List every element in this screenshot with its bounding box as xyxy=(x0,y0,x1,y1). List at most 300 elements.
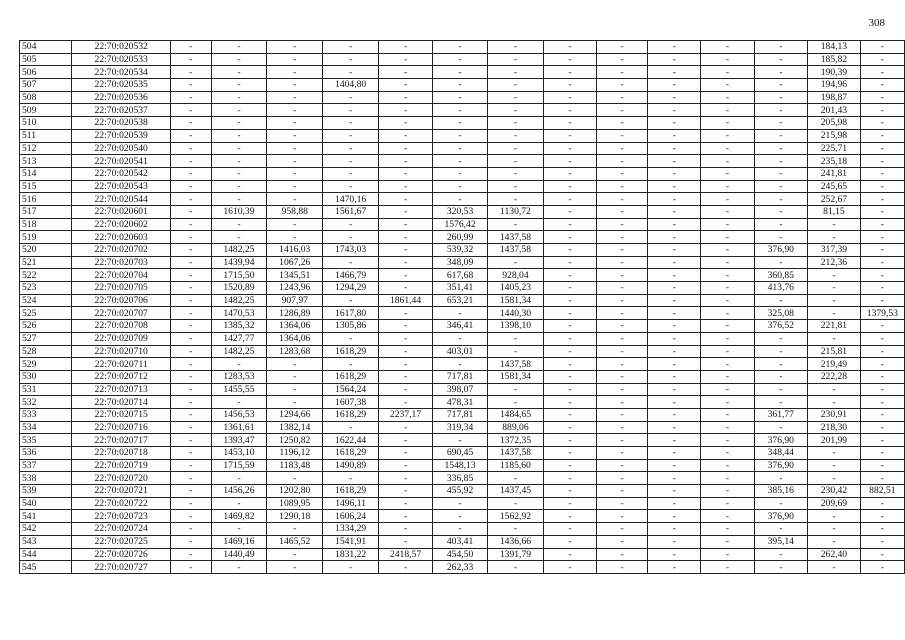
value-cell: - xyxy=(648,231,701,244)
value-cell: 1469,82 xyxy=(211,510,267,523)
table-row xyxy=(20,370,905,383)
value-cell: 1861,44 xyxy=(379,294,433,307)
value-cell: 222,28 xyxy=(808,370,861,383)
value-cell: 1482,25 xyxy=(211,345,267,358)
row-number-cell: 511 xyxy=(20,129,72,142)
row-number-cell: 507 xyxy=(20,79,72,92)
table-row xyxy=(20,510,905,523)
value-cell: - xyxy=(754,129,808,142)
value-cell: 1439,94 xyxy=(211,256,267,269)
row-number-cell: 530 xyxy=(20,370,72,383)
cadastral-number-cell: 22:70:020704 xyxy=(72,269,171,282)
value-cell: - xyxy=(596,104,647,117)
value-cell: - xyxy=(267,231,323,244)
value-cell: 1520,89 xyxy=(211,282,267,295)
value-cell: - xyxy=(543,282,596,295)
value-cell: - xyxy=(701,459,754,472)
value-cell: - xyxy=(648,41,701,54)
value-cell: - xyxy=(860,167,904,180)
value-cell: - xyxy=(648,53,701,66)
table-row xyxy=(20,447,905,460)
value-cell: - xyxy=(596,91,647,104)
value-cell: - xyxy=(488,129,544,142)
value-cell: - xyxy=(488,345,544,358)
value-cell: 1610,39 xyxy=(211,205,267,218)
value-cell: - xyxy=(808,332,861,345)
cadastral-number-cell: 22:70:020709 xyxy=(72,332,171,345)
value-cell: - xyxy=(860,535,904,548)
value-cell: 1385,32 xyxy=(211,320,267,333)
value-cell: - xyxy=(860,408,904,421)
value-cell: - xyxy=(648,91,701,104)
value-cell: - xyxy=(488,104,544,117)
value-cell: - xyxy=(323,129,379,142)
table-row xyxy=(20,282,905,295)
value-cell: - xyxy=(596,180,647,193)
value-cell: - xyxy=(860,447,904,460)
table-row xyxy=(20,472,905,485)
value-cell: 717,81 xyxy=(433,408,488,421)
table-row xyxy=(20,459,905,472)
value-cell: - xyxy=(754,79,808,92)
table-row xyxy=(20,320,905,333)
value-cell: - xyxy=(648,510,701,523)
value-cell: - xyxy=(701,269,754,282)
cadastral-number-cell: 22:70:020724 xyxy=(72,523,171,536)
value-cell: - xyxy=(860,193,904,206)
value-cell: - xyxy=(701,561,754,574)
value-cell: - xyxy=(860,91,904,104)
value-cell: - xyxy=(543,510,596,523)
value-cell: 201,43 xyxy=(808,104,861,117)
value-cell: - xyxy=(596,421,647,434)
row-number-cell: 524 xyxy=(20,294,72,307)
value-cell: 1455,55 xyxy=(211,383,267,396)
table-row xyxy=(20,66,905,79)
value-cell: - xyxy=(860,205,904,218)
value-cell: - xyxy=(596,205,647,218)
value-cell: - xyxy=(648,459,701,472)
value-cell: - xyxy=(596,548,647,561)
value-cell: - xyxy=(323,180,379,193)
value-cell: - xyxy=(648,307,701,320)
value-cell: - xyxy=(648,485,701,498)
value-cell: 1294,29 xyxy=(323,282,379,295)
table-row xyxy=(20,523,905,536)
value-cell: - xyxy=(323,142,379,155)
value-cell: - xyxy=(171,383,211,396)
cadastral-number-cell: 22:70:020533 xyxy=(72,53,171,66)
row-number-cell: 520 xyxy=(20,244,72,257)
value-cell: - xyxy=(211,180,267,193)
value-cell: 1364,06 xyxy=(267,332,323,345)
value-cell: - xyxy=(379,523,433,536)
value-cell: - xyxy=(267,129,323,142)
value-cell: - xyxy=(754,167,808,180)
value-cell: 209,69 xyxy=(808,497,861,510)
value-cell: - xyxy=(379,256,433,269)
row-number-cell: 542 xyxy=(20,523,72,536)
value-cell: - xyxy=(701,434,754,447)
value-cell: - xyxy=(543,167,596,180)
value-cell: - xyxy=(543,205,596,218)
value-cell: - xyxy=(596,447,647,460)
value-cell: 403,41 xyxy=(433,535,488,548)
value-cell: - xyxy=(171,497,211,510)
value-cell: - xyxy=(543,548,596,561)
value-cell: - xyxy=(379,459,433,472)
value-cell: - xyxy=(171,345,211,358)
value-cell: - xyxy=(379,269,433,282)
value-cell: - xyxy=(433,510,488,523)
value-cell: - xyxy=(648,294,701,307)
value-cell: - xyxy=(171,142,211,155)
value-cell: - xyxy=(648,193,701,206)
value-cell: - xyxy=(323,332,379,345)
value-cell: - xyxy=(211,155,267,168)
value-cell: - xyxy=(379,320,433,333)
value-cell: - xyxy=(701,408,754,421)
value-cell: - xyxy=(379,358,433,371)
value-cell: - xyxy=(808,459,861,472)
value-cell: - xyxy=(323,561,379,574)
row-number-cell: 523 xyxy=(20,282,72,295)
value-cell: - xyxy=(754,497,808,510)
value-cell: - xyxy=(171,421,211,434)
table-row xyxy=(20,193,905,206)
value-cell: - xyxy=(754,358,808,371)
table-row xyxy=(20,548,905,561)
value-cell: - xyxy=(488,332,544,345)
value-cell: - xyxy=(488,497,544,510)
value-cell: - xyxy=(488,66,544,79)
value-cell: 889,06 xyxy=(488,421,544,434)
value-cell: 1484,65 xyxy=(488,408,544,421)
table-row xyxy=(20,408,905,421)
value-cell: 385,16 xyxy=(754,485,808,498)
value-cell: - xyxy=(648,155,701,168)
row-number-cell: 515 xyxy=(20,180,72,193)
value-cell: - xyxy=(379,307,433,320)
value-cell: - xyxy=(701,510,754,523)
value-cell: 1831,22 xyxy=(323,548,379,561)
value-cell: - xyxy=(211,193,267,206)
value-cell: 1185,60 xyxy=(488,459,544,472)
value-cell: - xyxy=(171,129,211,142)
value-cell: - xyxy=(543,320,596,333)
value-cell: - xyxy=(596,79,647,92)
value-cell: 1345,51 xyxy=(267,269,323,282)
value-cell: - xyxy=(211,523,267,536)
value-cell: - xyxy=(860,383,904,396)
value-cell: - xyxy=(379,396,433,409)
value-cell: - xyxy=(171,256,211,269)
table-row xyxy=(20,485,905,498)
value-cell: - xyxy=(488,79,544,92)
value-cell: 81,15 xyxy=(808,205,861,218)
value-cell: 1437,45 xyxy=(488,485,544,498)
value-cell: - xyxy=(543,370,596,383)
value-cell: 1466,79 xyxy=(323,269,379,282)
value-cell: - xyxy=(171,218,211,231)
value-cell: - xyxy=(860,421,904,434)
value-cell: - xyxy=(543,307,596,320)
value-cell: - xyxy=(596,294,647,307)
value-cell: - xyxy=(808,294,861,307)
value-cell: - xyxy=(596,66,647,79)
value-cell: 1294,66 xyxy=(267,408,323,421)
value-cell: 205,98 xyxy=(808,117,861,130)
value-cell: - xyxy=(267,66,323,79)
value-cell: - xyxy=(701,332,754,345)
value-cell: - xyxy=(267,561,323,574)
value-cell: - xyxy=(596,523,647,536)
value-cell: - xyxy=(701,142,754,155)
value-cell: 351,41 xyxy=(433,282,488,295)
value-cell: - xyxy=(648,256,701,269)
value-cell: 1618,29 xyxy=(323,447,379,460)
row-number-cell: 526 xyxy=(20,320,72,333)
value-cell: - xyxy=(267,523,323,536)
value-cell: - xyxy=(648,561,701,574)
value-cell: - xyxy=(543,434,596,447)
value-cell: - xyxy=(596,510,647,523)
value-cell: - xyxy=(323,41,379,54)
table-row xyxy=(20,294,905,307)
value-cell: - xyxy=(171,434,211,447)
value-cell: - xyxy=(379,244,433,257)
value-cell: - xyxy=(267,358,323,371)
table-row xyxy=(20,307,905,320)
value-cell: - xyxy=(701,53,754,66)
value-cell: - xyxy=(808,383,861,396)
value-cell: - xyxy=(379,231,433,244)
value-cell: 2418,57 xyxy=(379,548,433,561)
value-cell: 1130,72 xyxy=(488,205,544,218)
cadastral-number-cell: 22:70:020544 xyxy=(72,193,171,206)
value-cell: 201,99 xyxy=(808,434,861,447)
value-cell: - xyxy=(596,129,647,142)
value-cell: - xyxy=(211,358,267,371)
value-cell: 617,68 xyxy=(433,269,488,282)
cadastral-number-cell: 22:70:020708 xyxy=(72,320,171,333)
value-cell: - xyxy=(379,155,433,168)
table-row xyxy=(20,332,905,345)
value-cell: 376,90 xyxy=(754,434,808,447)
value-cell: - xyxy=(488,383,544,396)
value-cell: 455,92 xyxy=(433,485,488,498)
value-cell: - xyxy=(701,396,754,409)
value-cell: - xyxy=(701,129,754,142)
value-cell: 235,18 xyxy=(808,155,861,168)
value-cell: - xyxy=(701,370,754,383)
value-cell: - xyxy=(701,91,754,104)
value-cell: - xyxy=(379,218,433,231)
value-cell: 1436,66 xyxy=(488,535,544,548)
value-cell: - xyxy=(379,383,433,396)
value-cell: - xyxy=(543,66,596,79)
value-cell: - xyxy=(171,79,211,92)
value-cell: - xyxy=(171,358,211,371)
value-cell: - xyxy=(211,497,267,510)
value-cell: - xyxy=(267,91,323,104)
value-cell: - xyxy=(808,269,861,282)
table-row xyxy=(20,421,905,434)
value-cell: - xyxy=(648,434,701,447)
value-cell: - xyxy=(596,408,647,421)
value-cell: - xyxy=(701,535,754,548)
value-cell: - xyxy=(171,66,211,79)
value-cell: - xyxy=(171,294,211,307)
value-cell: 212,36 xyxy=(808,256,861,269)
value-cell: - xyxy=(754,370,808,383)
value-cell: - xyxy=(171,91,211,104)
value-cell: - xyxy=(701,117,754,130)
value-cell: - xyxy=(171,117,211,130)
value-cell: 1440,30 xyxy=(488,307,544,320)
value-cell: - xyxy=(171,155,211,168)
cadastral-number-cell: 22:70:020703 xyxy=(72,256,171,269)
row-number-cell: 521 xyxy=(20,256,72,269)
table-row xyxy=(20,434,905,447)
value-cell: - xyxy=(701,256,754,269)
value-cell: - xyxy=(433,180,488,193)
value-cell: - xyxy=(211,117,267,130)
cadastral-number-cell: 22:70:020726 xyxy=(72,548,171,561)
table-row xyxy=(20,256,905,269)
table-row xyxy=(20,53,905,66)
value-cell: - xyxy=(433,129,488,142)
value-cell: - xyxy=(323,66,379,79)
value-cell: - xyxy=(860,396,904,409)
value-cell: - xyxy=(267,104,323,117)
value-cell: - xyxy=(211,66,267,79)
table-row xyxy=(20,180,905,193)
value-cell: - xyxy=(543,79,596,92)
value-cell: - xyxy=(860,472,904,485)
value-cell: - xyxy=(543,358,596,371)
value-cell: - xyxy=(379,91,433,104)
row-number-cell: 543 xyxy=(20,535,72,548)
value-cell: - xyxy=(860,345,904,358)
value-cell: - xyxy=(267,167,323,180)
value-cell: - xyxy=(701,307,754,320)
value-cell: - xyxy=(267,142,323,155)
table-row xyxy=(20,41,905,54)
value-cell: - xyxy=(488,523,544,536)
value-cell: - xyxy=(543,485,596,498)
value-cell: - xyxy=(543,91,596,104)
cadastral-number-cell: 22:70:020543 xyxy=(72,180,171,193)
value-cell: 1364,06 xyxy=(267,320,323,333)
cadastral-number-cell: 22:70:020722 xyxy=(72,497,171,510)
value-cell: - xyxy=(323,104,379,117)
table-row xyxy=(20,79,905,92)
table-row xyxy=(20,383,905,396)
value-cell: - xyxy=(808,231,861,244)
value-cell: - xyxy=(596,561,647,574)
value-cell: 230,42 xyxy=(808,485,861,498)
value-cell: 1606,24 xyxy=(323,510,379,523)
cadastral-number-cell: 22:70:020535 xyxy=(72,79,171,92)
value-cell: 245,65 xyxy=(808,180,861,193)
value-cell: 262,40 xyxy=(808,548,861,561)
cadastral-number-cell: 22:70:020541 xyxy=(72,155,171,168)
value-cell: 478,31 xyxy=(433,396,488,409)
value-cell: - xyxy=(267,370,323,383)
value-cell: - xyxy=(323,218,379,231)
value-cell: - xyxy=(379,53,433,66)
value-cell: - xyxy=(211,53,267,66)
table-row xyxy=(20,205,905,218)
value-cell: - xyxy=(543,497,596,510)
row-number-cell: 538 xyxy=(20,472,72,485)
value-cell: - xyxy=(754,231,808,244)
value-cell: 653,21 xyxy=(433,294,488,307)
value-cell: - xyxy=(433,523,488,536)
value-cell: 1286,89 xyxy=(267,307,323,320)
value-cell: 262,33 xyxy=(433,561,488,574)
value-cell: - xyxy=(596,155,647,168)
value-cell: - xyxy=(433,358,488,371)
value-cell: - xyxy=(379,117,433,130)
value-cell: - xyxy=(596,459,647,472)
value-cell: - xyxy=(648,180,701,193)
value-cell: 454,50 xyxy=(433,548,488,561)
row-number-cell: 512 xyxy=(20,142,72,155)
value-cell: 1581,34 xyxy=(488,294,544,307)
value-cell: - xyxy=(543,332,596,345)
value-cell: 348,09 xyxy=(433,256,488,269)
value-cell: - xyxy=(596,218,647,231)
value-cell: - xyxy=(488,53,544,66)
value-cell: - xyxy=(596,282,647,295)
value-cell: - xyxy=(701,282,754,295)
value-cell: - xyxy=(596,383,647,396)
row-number-cell: 510 xyxy=(20,117,72,130)
value-cell: 1398,10 xyxy=(488,320,544,333)
value-cell: 1618,29 xyxy=(323,408,379,421)
value-cell: - xyxy=(171,167,211,180)
value-cell: - xyxy=(860,294,904,307)
value-cell: - xyxy=(171,205,211,218)
value-cell: - xyxy=(543,294,596,307)
value-cell: - xyxy=(171,244,211,257)
value-cell: - xyxy=(171,307,211,320)
value-cell: - xyxy=(648,472,701,485)
value-cell: - xyxy=(754,294,808,307)
value-cell: - xyxy=(860,561,904,574)
value-cell: - xyxy=(543,561,596,574)
value-cell: - xyxy=(648,421,701,434)
value-cell: - xyxy=(701,66,754,79)
value-cell: 221,81 xyxy=(808,320,861,333)
value-cell: - xyxy=(860,523,904,536)
table-row xyxy=(20,218,905,231)
value-cell: 882,51 xyxy=(860,485,904,498)
value-cell: 376,90 xyxy=(754,459,808,472)
row-number-cell: 527 xyxy=(20,332,72,345)
cadastral-number-cell: 22:70:020540 xyxy=(72,142,171,155)
value-cell: - xyxy=(648,142,701,155)
table-row xyxy=(20,117,905,130)
value-cell: - xyxy=(171,510,211,523)
value-cell: - xyxy=(596,332,647,345)
value-cell: 219,49 xyxy=(808,358,861,371)
row-number-cell: 517 xyxy=(20,205,72,218)
cadastral-number-cell: 22:70:020720 xyxy=(72,472,171,485)
value-cell: 1564,24 xyxy=(323,383,379,396)
